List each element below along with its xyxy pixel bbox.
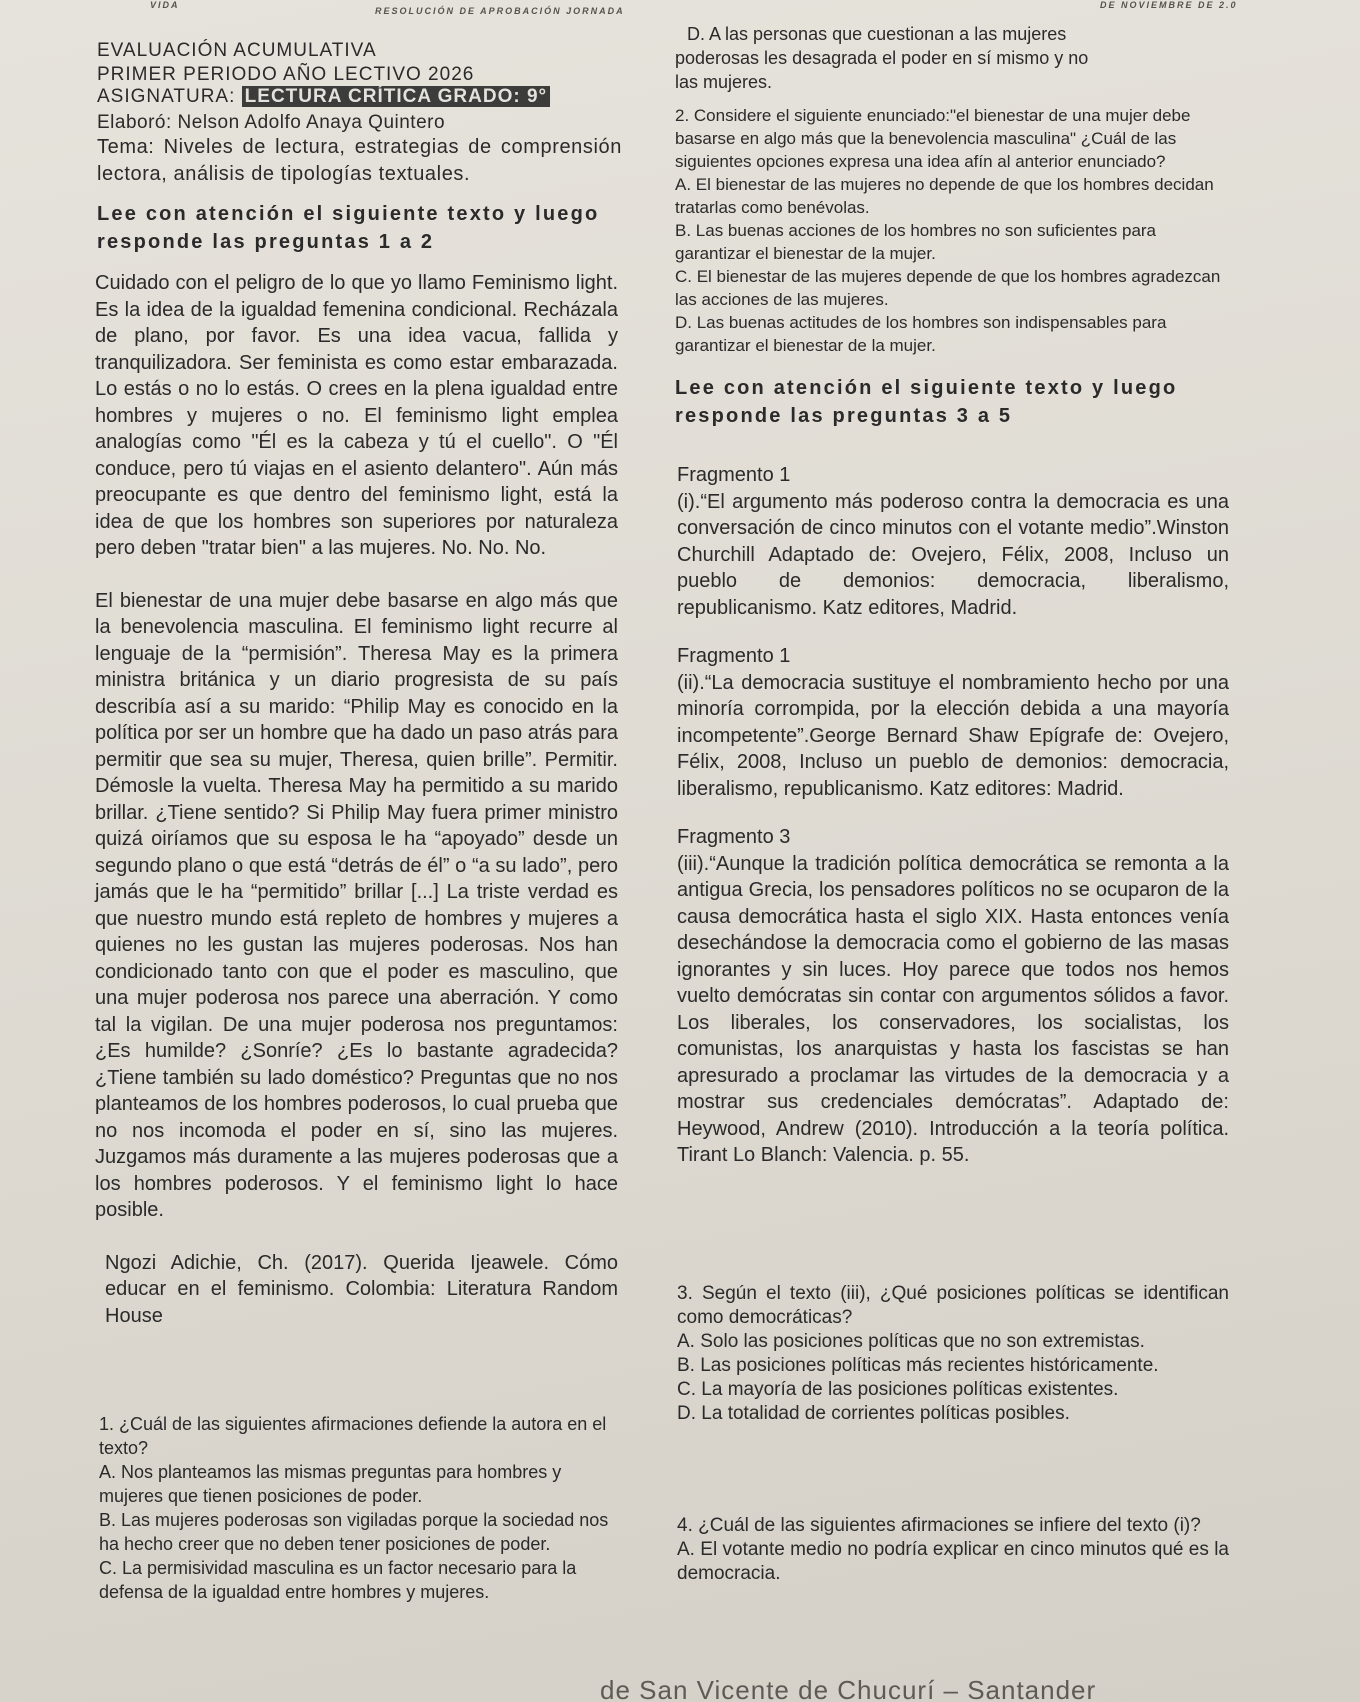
passage-1-paragraph-2: El bienestar de una mujer debe basarse en algo más que la benevolencia masculina. El feminismo light recurre al lenguaje de la “permisión”. Theresa May es la primera ministra británica y un diario progresista de su país describía así a su marido: “Philip May es conocido en la política por ser un hombre que ha dado un paso atrás para permitir que sea su mujer, Theresa, quien brille”. Permitir. Démosle la vuelta. Theresa May ha permitido a su marido brillar. ¿Tiene sentido? Si Philip May fuera primer ministro quizá oiríamos que su esposa le ha “apoyado” desde un segundo plano o que está “detrás de él” o “a su lado”, pero jamás que le ha “permitido” brillar [...] La triste verdad es que nuestro mundo está repleto de hombres y mujeres a quienes no les gustan las mujeres poderosas. Nos han condicionado tanto con que el poder es masculino, que una mujer poderosa nos parece una aberración. Y como tal la vigilan. De una mujer poderosa nos preguntamos: ¿Es humilde? ¿Sonríe? ¿Es lo bastante agradecida? ¿Tiene también su lado doméstico? Preguntas que no nos planteamos de los hombres poderosos, lo cual prueba que no nos incomoda el poder en sí, sino las mujeres. Juzgamos más duramente a las mujeres poderosas que a los hombres poderosos. Y el feminismo light lo hace posible.: [95, 589, 618, 1221]
question-1: [99, 1412, 619, 1604]
question-1-stem: 1. ¿Cuál de las siguientes afirmaciones defiende la autora en el texto?: [99, 1414, 607, 1458]
passage-1-citation: Ngozi Adichie, Ch. (2017). Querida Ijeawele. Cómo educar en el feminismo. Colombia: Literatura Random House: [105, 1251, 618, 1327]
question-2: [675, 104, 1235, 357]
question-2-option-a[interactable]: A. El bienestar de las mujeres no depende de que los hombres decidan tratarlas como benévolas.: [675, 175, 1214, 217]
fragments: [677, 462, 1229, 1169]
question-1-option-b[interactable]: B. Las mujeres poderosas son vigiladas porque la sociedad nos ha hecho creer que no deben tener posiciones de poder.: [99, 1510, 609, 1554]
topic-line: Tema: Niveles de lectura, estrategias de comprensión lectora, análisis de tipologías textuales.: [97, 136, 622, 185]
footer-text: de San Vicente de Chucurí – Santander: [600, 1675, 1097, 1702]
instruction-2: Lee con atención el siguiente texto y luego responde las preguntas 3 a 5: [675, 377, 1178, 427]
question-3-option-b[interactable]: B. Las posiciones políticas más recientes históricamente.: [677, 1355, 1159, 1376]
subject-line: [97, 86, 550, 108]
question-3-option-c[interactable]: C. La mayoría de las posiciones políticas existentes.: [677, 1379, 1119, 1400]
question-4-option-a[interactable]: A. El votante medio no podría explicar en cinco minutos qué es la democracia.: [677, 1539, 1229, 1584]
top-header-band: [0, 0, 1360, 14]
question-2-stem: 2. Considere el siguiente enunciado:"el bienestar de una mujer debe basarse en algo más que la benevolencia masculina" ¿Cuál de las siguientes opciones expresa una idea afín al anterior enunciado?: [675, 106, 1191, 171]
question-3: [677, 1282, 1229, 1426]
passage-1-paragraph-1: Cuidado con el peligro de lo que yo llamo Feminismo light. Es la idea de la igualdad femenina condicional. Recházala de plano, por favor. Es una idea vacua, fallida y tranquilizadora. Ser feminista es como estar embarazada. Lo estás o no lo estás. O crees en la plena igualdad entre hombres y mujeres o no. El feminismo light emplea analogías como "Él es la cabeza y tú el cuello". O "Él conduce, pero tú viajas en el asiento delantero". Aún más preocupante es que dentro del feminismo light, está la idea de que los hombres son superiores por naturaleza pero deben "tratar bien" a las mujeres. No. No. No.: [95, 272, 618, 559]
question-4: [677, 1514, 1229, 1586]
passage-1: [95, 270, 618, 1329]
exam-period: PRIMER PERIODO AÑO LECTIVO 2026: [97, 64, 475, 85]
instruction-1: Lee con atención el siguiente texto y luego responde las preguntas 1 a 2: [97, 203, 600, 253]
question-4-stem: 4. ¿Cuál de las siguientes afirmaciones se infiere del texto (i)?: [677, 1515, 1201, 1536]
resolution-text: RESOLUCIÓN DE APROBACIÓN JORNADA: [375, 6, 625, 16]
fragment-1-title: Fragmento 1: [677, 464, 791, 486]
subject-value: LECTURA CRÍTICA GRADO: 9°: [242, 86, 550, 107]
fragment-2-text: (ii).“La democracia sustituye el nombramiento hecho por una minoría corrompida, por la elección debida a una mayoría incompetente”.George Bernard Shaw Epígrafe de: Ovejero, Félix, 2008, Incluso un pueblo de demonios: democracia, liberalismo, republicanismo. Katz editores: Madrid.: [677, 671, 1229, 800]
question-2-option-c[interactable]: C. El bienestar de las mujeres depende de que los hombres agradezcan las acciones de las mujeres.: [675, 267, 1221, 309]
subject-label: ASIGNATURA:: [97, 86, 236, 107]
fragment-3-text: (iii).“Aunque la tradición política democrática se remonta a la antigua Grecia, los pensadores políticos no se ocuparon de la causa democrática hasta el siglo XIX. Hasta entonces venía desechándose la democracia como el gobierno de las masas ignorantes y sin luces. Hoy parece que todos nos hemos vuelto demócratas sin contar con argumentos sólidos a favor. Los liberales, los conservadores, los socialistas, los comunistas, los anarquistas y hasta los fascistas se han apresurado a proclamar las virtudes de la democracia y a mostrar sus credenciales demócratas”. Adaptado de: Heywood, Andrew (2010). Introducción a la teoría política. Tirant Lo Blanch: Valencia. p. 55.: [677, 852, 1229, 1166]
question-1-option-a[interactable]: A. Nos planteamos las mismas preguntas para hombres y mujeres que tienen posiciones de poder.: [99, 1462, 562, 1506]
question-2-option-d[interactable]: D. Las buenas actitudes de los hombres son indispensables para garantizar el bienestar de la mujer.: [675, 313, 1167, 355]
resolution-date: DE NOVIEMBRE DE 2.0: [1100, 0, 1238, 10]
exam-title: EVALUACIÓN ACUMULATIVA: [97, 40, 377, 61]
fragment-3-title: Fragmento 3: [677, 826, 791, 848]
question-3-option-a[interactable]: A. Solo las posiciones políticas que no son extremistas.: [677, 1331, 1145, 1352]
fragment-2-title: Fragmento 1: [677, 645, 791, 667]
question-3-stem: 3. Según el texto (iii), ¿Qué posiciones políticas se identifican como democráticas?: [677, 1283, 1229, 1328]
fragment-1-text: (i).“El argumento más poderoso contra la democracia es una conversación de cinco minutos con el votante medio”.Winston Churchill Adaptado de: Ovejero, Félix, 2008, Incluso un pueblo de demonios: democracia, liberalismo, republicanismo. Katz editores, Madrid.: [677, 490, 1229, 619]
school-logo: VIDA: [150, 0, 180, 10]
question-1-option-d[interactable]: D. A las personas que cuestionan a las mujeres poderosas les desagrada el poder en sí mismo y no las mujeres.: [675, 24, 1089, 92]
question-1-option-c[interactable]: C. La permisividad masculina es un factor necesario para la defensa de la igualdad entre hombres y mujeres.: [99, 1558, 577, 1602]
question-3-option-d[interactable]: D. La totalidad de corrientes políticas posibles.: [677, 1403, 1070, 1424]
author-line: Elaboró: Nelson Adolfo Anaya Quintero: [97, 112, 446, 133]
question-2-option-b[interactable]: B. Las buenas acciones de los hombres no son suficientes para garantizar el bienestar de la mujer.: [675, 221, 1157, 263]
